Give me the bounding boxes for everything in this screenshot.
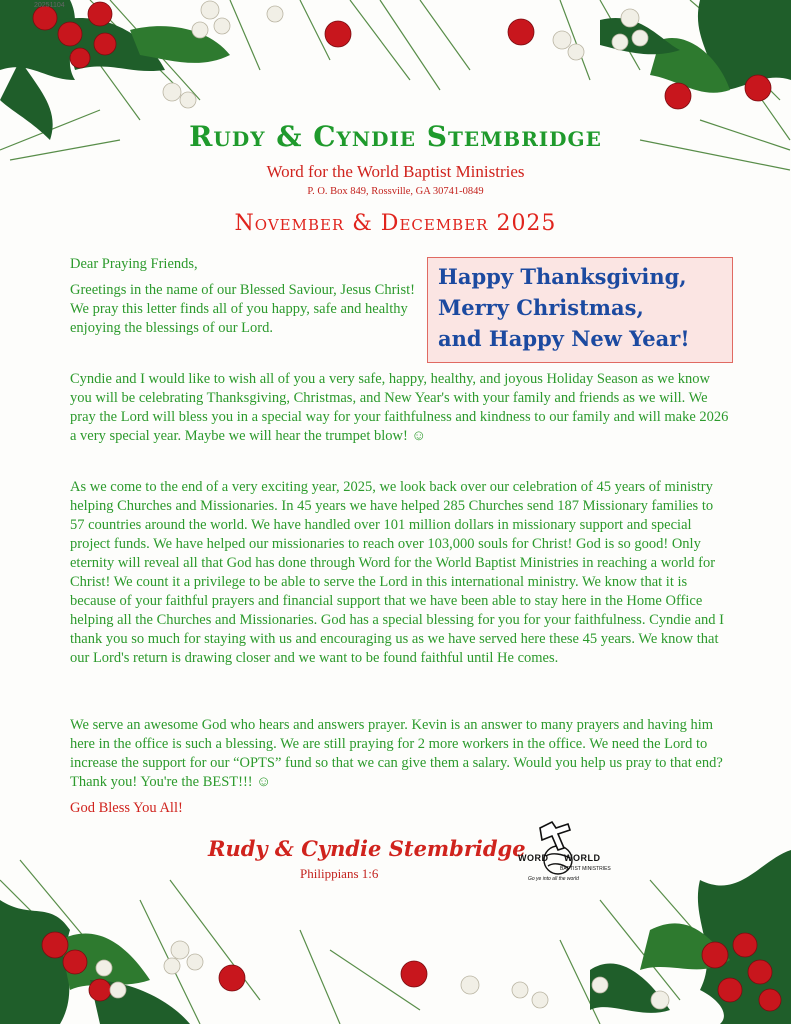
holiday-line-2: Merry Christmas,	[438, 295, 644, 320]
logo-word-right: WORLD	[564, 853, 601, 863]
mailing-address: P. O. Box 849, Rossville, GA 30741-0849	[307, 186, 484, 197]
holiday-line-1: Happy Thanksgiving,	[438, 264, 687, 289]
paragraph-ministry-review: As we come to the end of a very exciting year, 2025, we look back over our celebration of 45 years of ministry helping Churches and Missionaries. In 45 years we have helped 285 Churches send 187 Missionary families to 57 countries around the world. We have handled over 101 million dollars in missionary support and special project funds. We have helped our missionaries to reach over 103,000 souls for Christ! God is so good! Only eternity will reveal all that God has done through Word for the World Baptist Ministries in reaching a world for Christ! We count it a privilege to be able to serve the Lord in this international ministry. We know that it is because of your faithful prayers and financial support that we have been able to stay here in the Home Office helping all the Churches and Missionaries. God has a special blessing for you for your faithfulness. Cyndie and I thank you so much for staying with us and encouraging us as we have served here these 45 years. We know that our Lord's return is drawing closer and we want to be found faithful until He comes.	[70, 479, 724, 666]
letter-date: November & December 2025	[234, 211, 557, 236]
ministry-logo-icon	[510, 820, 610, 882]
paragraph-holiday-wishes: Cyndie and I would like to wish all of you a very safe, happy, healthy, and joyous Holiday Season as we know you will be celebrating Thanksgiving, Christmas, and New Year's with your family and friends as we will. We pray the Lord will bless you in a special way for your faithfulness and kindness to our family and will make 2026 a very special year. Maybe we will hear the trumpet blow! ☺	[70, 371, 729, 444]
logo-word-left: WORD	[518, 853, 549, 863]
logo-motto: Go ye into all the world	[528, 876, 579, 882]
scripture-reference: Philippians 1:6	[300, 866, 379, 881]
holiday-line-3: and Happy New Year!	[438, 326, 690, 351]
signature: Rudy & Cyndie Stembridge	[208, 836, 526, 861]
closing-blessing: God Bless You All!	[70, 800, 183, 816]
letter-title: Rudy & Cyndie Stembridge	[189, 120, 602, 153]
organization-name: Word for the World Baptist Ministries	[266, 162, 525, 181]
intro-paragraph: Greetings in the name of our Blessed Saviour, Jesus Christ! We pray this letter finds all of you happy, safe and healthy enjoying the blessings of our Lord.	[70, 282, 415, 336]
scan-date-stamp: 20251104	[34, 2, 65, 9]
logo-ministries-label: BAPTIST MINISTRIES	[560, 866, 611, 872]
logo-wordmark	[518, 853, 601, 863]
holiday-greeting-box	[427, 257, 733, 363]
paragraph-prayer-request: We serve an awesome God who hears and answers prayer. Kevin is an answer to many prayers and having him here in the office is such a blessing. We are still praying for 2 more workers in the office. We need the Lord to increase the support for our “OPTS” fund so that we can give them a salary. Would you help us pray to that end? Thank you! You're the BEST!!! ☺	[70, 717, 723, 790]
salutation: Dear Praying Friends,	[70, 256, 198, 272]
